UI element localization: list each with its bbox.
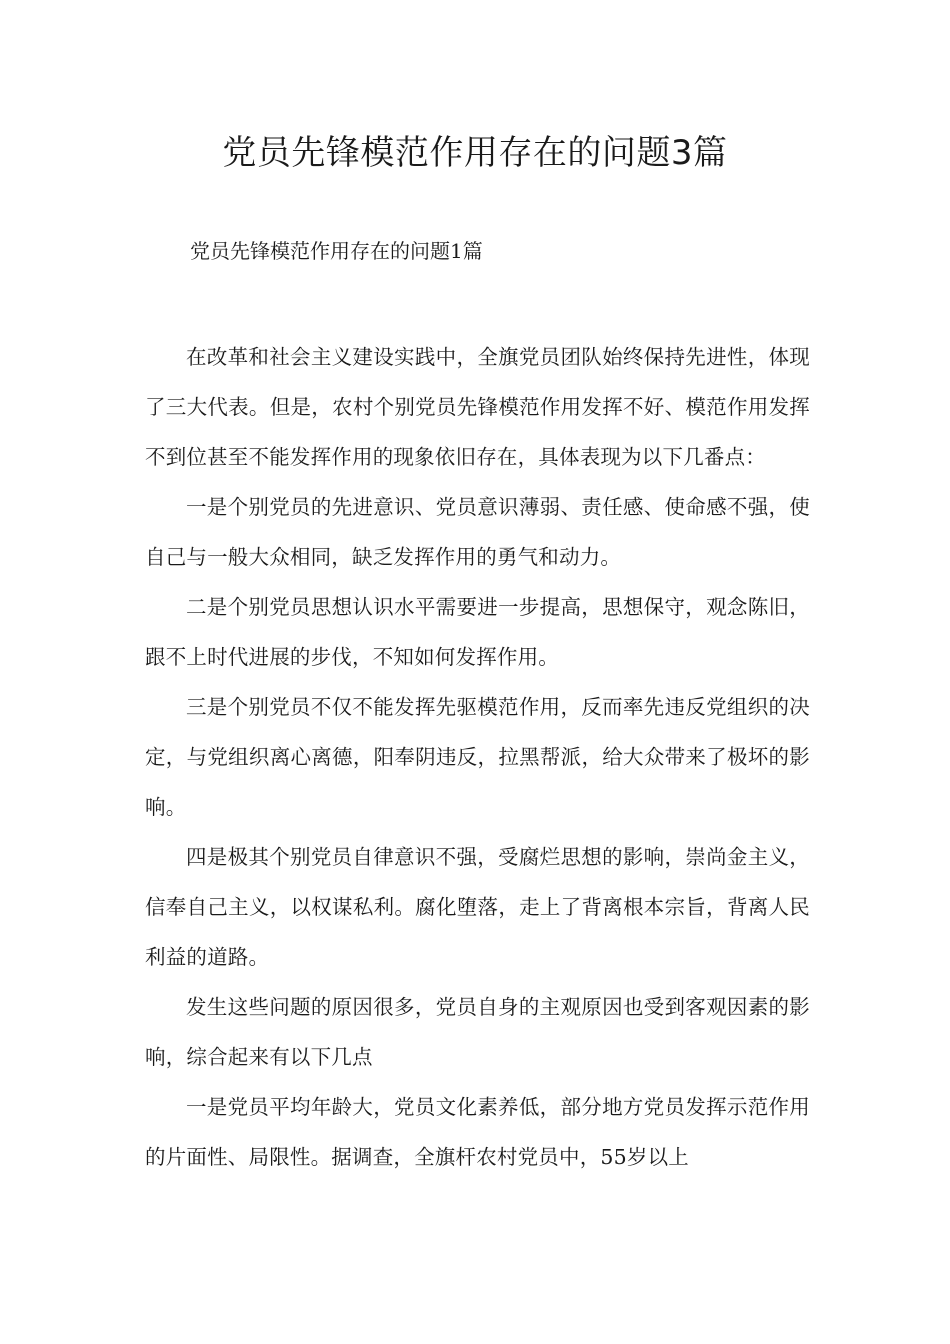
paragraph-cause-1: 一是党员平均年龄大，党员文化素养低，部分地方党员发挥示范作用的片面性、局限性。据调查，全旗杆农村党员中，55岁以上 [145,1095,810,1169]
document-body [145,332,810,1182]
document-title: 党员先锋模范作用存在的问题3篇 [222,133,728,173]
paragraph-intro: 在改革和社会主义建设实践中，全旗党员团队始终保持先进性，体现了三大代表。但是，农村个别党员先锋模范作用发挥不好、模范作用发挥不到位甚至不能发挥作用的现象依旧存在，具体表现为以下几番点： [145,345,810,469]
paragraph-point-1: 一是个别党员的先进意识、党员意识薄弱、责任感、使命感不强，使自己与一般大众相同，缺乏发挥作用的勇气和动力。 [145,495,810,569]
paragraph-point-3: 三是个别党员不仅不能发挥先驱模范作用，反而率先违反党组织的决定，与党组织离心离德，阳奉阴违反，拉黑帮派，给大众带来了极坏的影响。 [145,695,810,819]
paragraph-causes: 发生这些问题的原因很多，党员自身的主观原因也受到客观因素的影响，综合起来有以下几点 [145,995,810,1069]
document-subtitle: 党员先锋模范作用存在的问题1篇 [190,239,483,263]
paragraph-point-2: 二是个别党员思想认识水平需要进一步提高，思想保守，观念陈旧，跟不上时代进展的步伐，不知如何发挥作用。 [145,595,810,669]
paragraph-point-4: 四是极其个别党员自律意识不强，受腐烂思想的影响，崇尚金主义，信奉自己主义，以权谋私利。腐化堕落，走上了背离根本宗旨，背离人民利益的道路。 [145,845,810,969]
